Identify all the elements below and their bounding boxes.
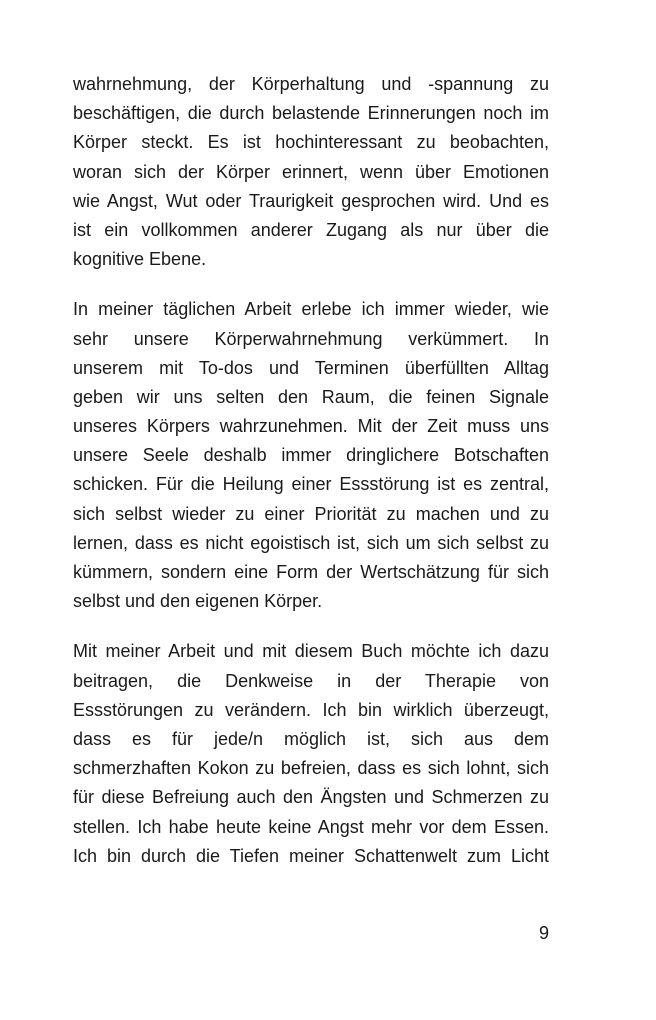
- text-line: In meiner täglichen Arbeit erlebe ich immer wieder, wie: [73, 299, 549, 320]
- text-line: Ich bin durch die Tiefen meiner Schattenwelt zum Licht: [73, 845, 549, 866]
- text-line: dass es für jede/n möglich ist, sich aus dem: [73, 728, 549, 749]
- text-line: sehr unsere Körperwahrnehmung verkümmert. In: [73, 328, 549, 349]
- text-line: Mit meiner Arbeit und mit diesem Buch möchte ich dazu: [73, 641, 549, 662]
- text-line: lernen, dass es nicht egoistisch ist, sich um sich selbst zu: [73, 532, 549, 553]
- text-line: sich selbst wieder zu einer Priorität zu machen und zu: [73, 503, 549, 524]
- text-line: schicken. Für die Heilung einer Essstörung ist es zentral,: [73, 474, 549, 495]
- text-line: geben wir uns selten den Raum, die feinen Signale: [73, 386, 549, 407]
- paragraph-1: [73, 70, 549, 274]
- text-line: kognitive Ebene.: [73, 249, 207, 270]
- text-line: beitragen, die Denkweise in der Therapie von: [73, 670, 549, 691]
- text-line: kümmern, sondern eine Form der Wertschätzung für sich: [73, 562, 549, 582]
- text-line: beschäftigen, die durch belastende Erinnerungen noch im: [73, 103, 549, 124]
- text-line: selbst und den eigenen Körper.: [73, 591, 323, 612]
- text-line: unseres Körpers wahrzunehmen. Mit der Zeit muss uns: [73, 416, 549, 437]
- text-line: unsere Seele deshalb immer dringlichere Botschaften: [73, 445, 549, 466]
- text-line: ist ein vollkommen anderer Zugang als nur über die: [73, 219, 549, 240]
- text-line: schmerzhaften Kokon zu befreien, dass es sich lohnt, sich: [73, 758, 549, 779]
- page-number: 9: [538, 923, 549, 943]
- text-line: woran sich der Körper erinnert, wenn über Emotionen: [73, 161, 549, 182]
- text-line: stellen. Ich habe heute keine Angst mehr vor dem Essen.: [73, 816, 549, 837]
- text-line: wahrnehmung, der Körperhaltung und -spannung zu: [73, 74, 549, 94]
- page-body: [73, 70, 549, 892]
- paragraph-3: [73, 637, 549, 871]
- text-line: unserem mit To-dos und Terminen überfüllten Alltag: [73, 357, 549, 378]
- text-line: Essstörungen zu verändern. Ich bin wirklich überzeugt,: [73, 699, 549, 720]
- text-line: Körper steckt. Es ist hochinteressant zu beobachten,: [73, 132, 549, 153]
- text-line: wie Angst, Wut oder Traurigkeit gesprochen wird. Und es: [73, 190, 549, 211]
- text-line: für diese Befreiung auch den Ängsten und Schmerzen zu: [73, 787, 549, 808]
- paragraph-2: [73, 295, 549, 616]
